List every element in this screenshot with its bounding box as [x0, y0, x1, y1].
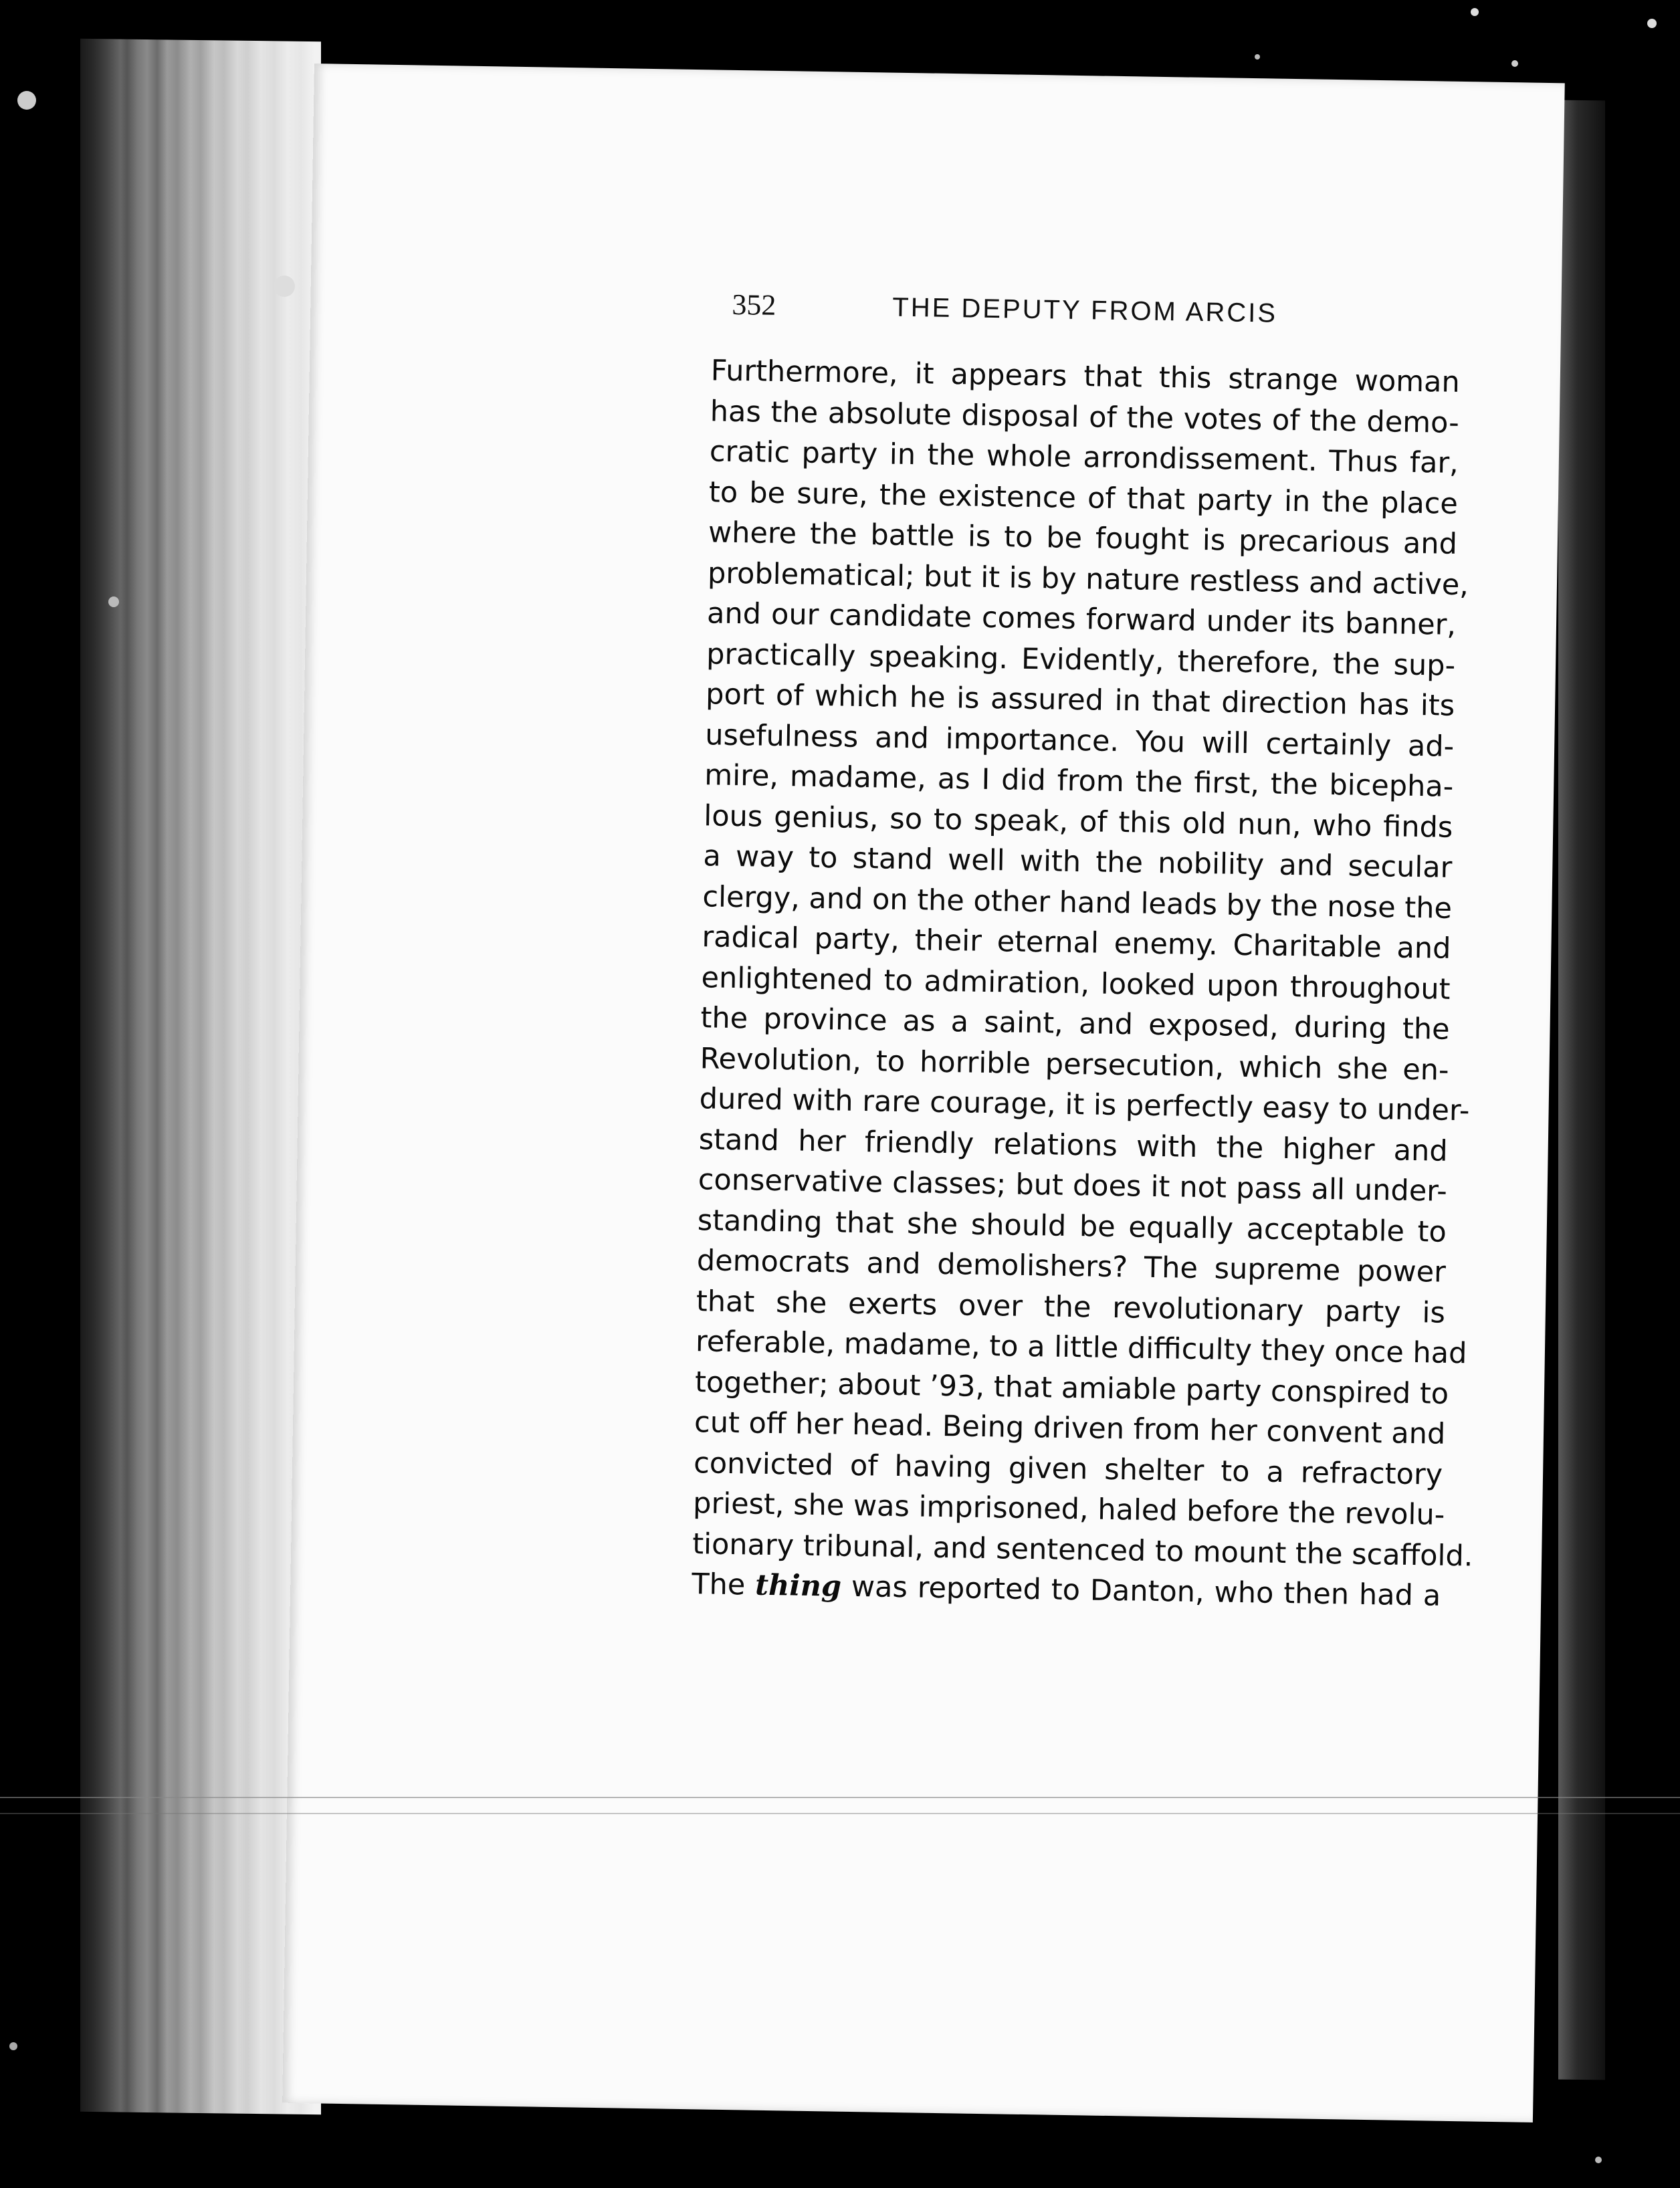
- text-line: tionary tribunal, and sentenced to mount the scaffold.: [692, 1527, 1473, 1573]
- text-line: enlightened to admiration, looked upon throughout: [701, 960, 1451, 1006]
- dust-speck: [17, 91, 36, 110]
- text-line: where the battle is to be fought is precarious and: [708, 516, 1458, 561]
- text-line: Revolution, to horrible persecution, which she en-: [700, 1041, 1449, 1087]
- text-line: radical party, their eternal enemy. Charitable and: [702, 920, 1451, 966]
- text-line: stand her friendly relations with the higher and: [698, 1122, 1449, 1168]
- text-line: together; about ’93, that amiable party conspired to: [694, 1365, 1449, 1411]
- text-fragment: was reported to Danton, who then had a: [841, 1569, 1441, 1613]
- dust-speck: [9, 2042, 17, 2050]
- text-fragment: The: [691, 1567, 756, 1602]
- text-line: democrats and demolishers? The supreme power: [696, 1244, 1447, 1289]
- page-number: 352: [732, 288, 776, 322]
- text-line: dured with rare courage, it is perfectly easy to under-: [699, 1082, 1470, 1128]
- dust-speck: [1471, 8, 1479, 16]
- body-text: [691, 350, 1473, 1616]
- text-line: conservative classes; but does it not pass all under-: [698, 1163, 1448, 1208]
- text-line: port of which he is assured in that direction has its: [705, 677, 1455, 723]
- dust-speck: [1647, 19, 1657, 28]
- book-page: [282, 64, 1565, 2122]
- text-line: mire, madame, as I did from the first, the bicepha-: [704, 758, 1454, 804]
- text-line: practically speaking. Evidently, therefore, the sup-: [706, 637, 1456, 683]
- text-line: the province as a saint, and exposed, during the: [700, 1001, 1450, 1047]
- text-line: referable, madame, to a little difficulty they once had: [695, 1325, 1467, 1371]
- text-line: convicted of having given shelter to a refractory: [693, 1446, 1443, 1492]
- text-line: cut off her head. Being driven from her convent and: [694, 1406, 1446, 1451]
- text-line: has the absolute disposal of the votes of the demo-: [710, 394, 1460, 440]
- italic-word: thing: [754, 1568, 842, 1604]
- text-line: that she exerts over the revolutionary party is: [696, 1284, 1446, 1330]
- running-head: [732, 288, 1602, 341]
- text-line: and our candidate comes forward under its banner,: [706, 596, 1457, 642]
- dust-speck: [1511, 60, 1518, 67]
- text-line: cratic party in the whole arrondissement. Thus far,: [709, 435, 1459, 480]
- dust-speck: [1595, 2157, 1602, 2163]
- text-line: a way to stand well with the nobility and secular: [703, 839, 1453, 885]
- text-line: standing that she should be equally acceptable to: [697, 1203, 1447, 1249]
- text-line: Furthermore, it appears that this strange woman: [710, 354, 1461, 399]
- text-line: to be sure, the existence of that party in the place: [708, 475, 1459, 521]
- text-line: lous genius, so to speak, of this old nun, who finds: [704, 798, 1453, 845]
- text-line: usefulness and importance. You will certainly ad-: [704, 718, 1455, 764]
- text-line: clergy, and on the other hand leads by the nose the: [702, 879, 1453, 925]
- book-right-edge: [1558, 100, 1605, 2080]
- book-page-edges: [80, 39, 321, 2114]
- text-line: priest, she was imprisoned, haled before the revolu-: [692, 1487, 1445, 1532]
- text-line: problematical; but it is by nature restless and active,: [707, 556, 1469, 602]
- dust-speck: [1255, 54, 1260, 60]
- running-title: THE DEPUTY FROM ARCIS: [892, 292, 1278, 328]
